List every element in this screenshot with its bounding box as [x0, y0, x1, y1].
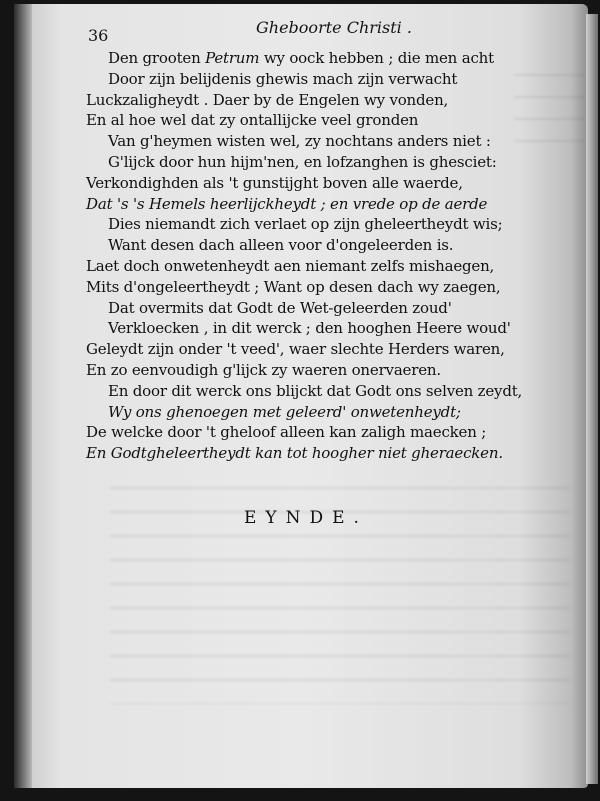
- verse-emphasis: En Godtgheleertheydt kan tot hoogher niet gheraecken.: [86, 444, 503, 463]
- verse-emphasis: Wy ons ghenoegen met geleerd' onwetenheydt: [108, 402, 456, 421]
- verse-text: ; en vrede op de aerde: [316, 194, 488, 213]
- verse-text: ;: [455, 402, 461, 421]
- verse-line: [86, 173, 556, 194]
- running-head: Gheboorte Christi .: [256, 18, 412, 37]
- verse-line: [86, 339, 556, 360]
- verse-emphasis: Petrum: [205, 49, 260, 67]
- verse-line: [86, 443, 556, 464]
- verse-line: [86, 152, 556, 173]
- verse-text: Verkondighden als 't gunstijght boven alle waerde,: [86, 173, 463, 192]
- verse-text: Laet doch onwetenheydt aen niemant zelfs mishaegen,: [86, 256, 495, 275]
- verse-line: [86, 318, 556, 339]
- verse-text: De welcke door 't gheloof alleen kan zaligh maecken ;: [86, 423, 487, 442]
- verse-line: [86, 69, 556, 90]
- verse-line: [86, 277, 556, 298]
- page-edge: [586, 14, 598, 784]
- verse-line: [86, 194, 556, 215]
- verse-line: [86, 256, 556, 277]
- verse-text: Want desen dach alleen voor d'ongeleerden is.: [108, 236, 454, 255]
- verse-text: Dat overmits dat Godt de Wet-geleerden zoud': [108, 298, 452, 317]
- verse-text: En al hoe wel dat zy ontallijcke veel gronden: [86, 111, 419, 130]
- verse-text: Verkloecken , in dit werck ; den hooghen Heere woud': [108, 319, 511, 338]
- verse-line: [86, 381, 556, 402]
- page-gutter: [14, 4, 32, 788]
- verse-line: [86, 110, 556, 131]
- verse-emphasis: Dat 's 's Hemels heerlijckheydt: [86, 194, 317, 213]
- verse-line: [86, 298, 556, 319]
- verse-line: [86, 402, 556, 423]
- verse-text: Door zijn belijdenis ghewis mach zijn verwacht: [108, 69, 458, 88]
- verse-line: [86, 90, 556, 111]
- verse-text: Geleydt zijn onder 't veed', waer slechte Herders waren,: [86, 340, 505, 359]
- verse-text: G'lijck door hun hijm'nen, en lofzanghen is ghesciet:: [108, 152, 497, 171]
- verse-text: Mits d'ongeleertheydt ; Want op desen dach wy zaegen,: [86, 277, 501, 296]
- verse-line: [86, 235, 556, 256]
- verse-line: [86, 48, 556, 69]
- verse-body: [86, 48, 556, 464]
- verse-text: En door dit werck ons blijckt dat Godt ons selven zeydt,: [108, 381, 523, 400]
- verse-line: [86, 214, 556, 235]
- page-number: 36: [88, 26, 109, 45]
- verse-text: En zo eenvoudigh g'lijck zy waeren onervaeren.: [86, 360, 441, 379]
- verse-text: wy oock hebben ; die men acht: [259, 49, 494, 67]
- finis-heading: EYNDE.: [244, 508, 368, 528]
- verse-text: Van g'heymen wisten wel, zy nochtans anders niet :: [108, 132, 491, 151]
- verse-line: [86, 422, 556, 443]
- verse-line: [86, 360, 556, 381]
- verse-text: Den grooten: [108, 49, 206, 67]
- verse-line: [86, 131, 556, 152]
- verse-text: Dies niemandt zich verlaet op zijn gheleertheydt wis;: [108, 215, 503, 234]
- verse-text: Luckzaligheydt . Daer by de Engelen wy vonden,: [86, 90, 449, 109]
